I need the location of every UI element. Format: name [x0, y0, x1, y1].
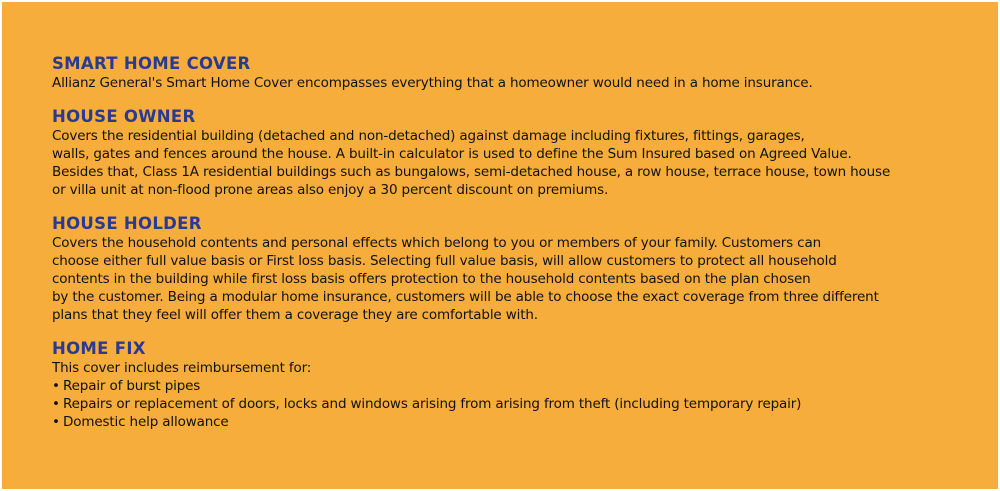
section-text-line: or villa unit at non-flood prone areas also enjoy a 30 percent discount on premiums.	[52, 182, 609, 198]
section-home-fix	[52, 339, 998, 431]
list-item	[52, 413, 998, 431]
section-text-line: Covers the residential building (detached and non-detached) against damage including fixtures, fittings, garages,	[52, 128, 805, 144]
section-smart-home-cover	[52, 54, 998, 92]
section-title: HOME FIX	[52, 339, 146, 358]
list-item-text: Domestic help allowance	[63, 414, 229, 430]
section-text-line: choose either full value basis or First loss basis. Selecting full value basis, will allow customers to protect all household	[52, 253, 837, 269]
section-text-line: plans that they feel will offer them a coverage they are comfortable with.	[52, 307, 538, 323]
bullet-icon: •	[52, 396, 60, 412]
section-text-line: Covers the household contents and personal effects which belong to you or members of your family. Customers can	[52, 235, 821, 251]
list-item	[52, 395, 998, 413]
section-text-line: Besides that, Class 1A residential buildings such as bungalows, semi-detached house, a row house, terrace house, town house	[52, 164, 891, 180]
bullet-icon: •	[52, 378, 60, 394]
section-title: HOUSE HOLDER	[52, 214, 202, 233]
list-item-text: Repair of burst pipes	[63, 378, 201, 394]
section-intro: This cover includes reimbursement for:	[52, 360, 312, 376]
coverage-bullet-list	[52, 377, 998, 431]
section-title: HOUSE OWNER	[52, 107, 196, 126]
section-text-line: contents in the building while first loss basis offers protection to the household contents based on the plan chosen	[52, 271, 811, 287]
section-text-line: Allianz General's Smart Home Cover encompasses everything that a homeowner would need in a home insurance.	[52, 75, 813, 91]
section-text-line: walls, gates and fences around the house. A built-in calculator is used to define the Sum Insured based on Agreed Value.	[52, 146, 852, 162]
bullet-icon: •	[52, 414, 60, 430]
list-item-text: Repairs or replacement of doors, locks and windows arising from arising from theft (including temporary repair)	[63, 396, 802, 412]
content-panel	[2, 2, 998, 489]
section-house-holder	[52, 214, 998, 324]
section-text-line: by the customer. Being a modular home insurance, customers will be able to choose the exact coverage from three different	[52, 289, 879, 305]
list-item	[52, 377, 998, 395]
section-title: SMART HOME COVER	[52, 54, 251, 73]
section-house-owner	[52, 107, 998, 199]
